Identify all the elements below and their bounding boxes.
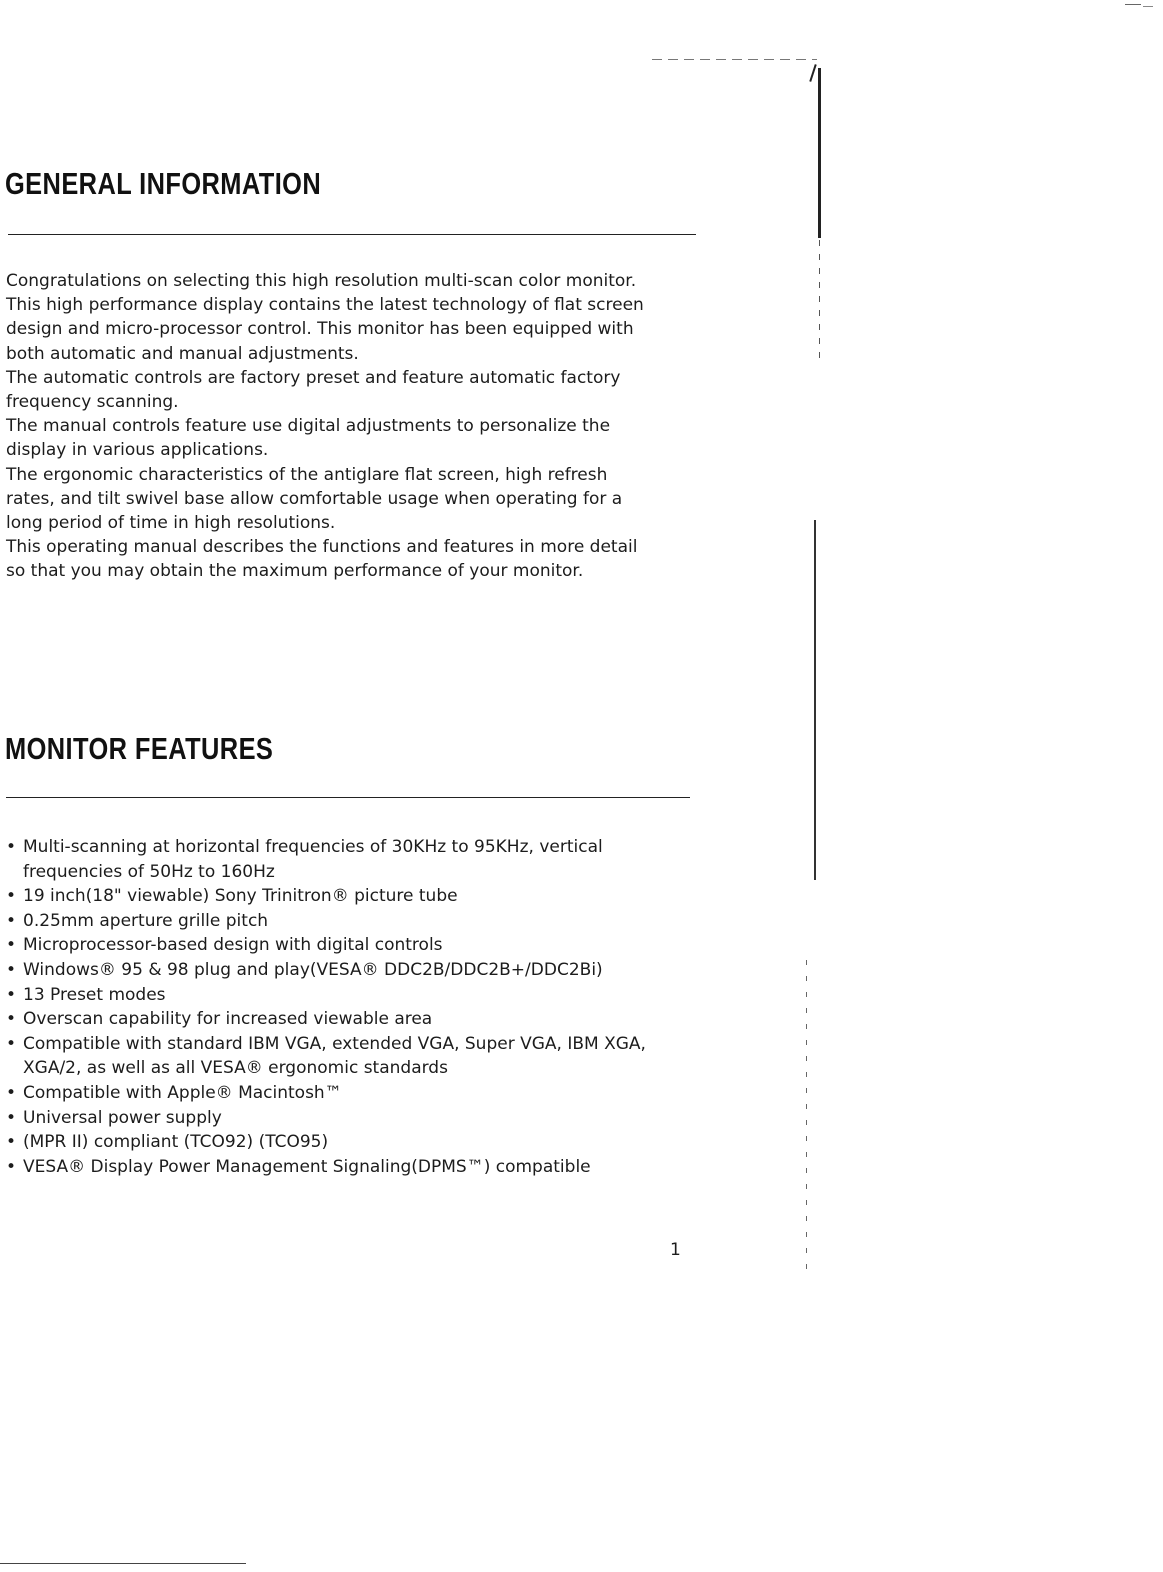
paragraph: Congratulations on selecting this high resolution multi-scan color monitor. <box>6 271 637 291</box>
paragraph: The ergonomic characteristics of the antiglare flat screen, high refresh rates, and tilt swivel base allow comfortable usage when operating for a long period of time in high resolutions. <box>6 464 623 534</box>
feature-item: • Windows® 95 & 98 plug and play(VESA® DDC2B/DDC2B+/DDC2Bi) <box>6 958 666 983</box>
binding-edge-line <box>809 64 816 82</box>
feature-item: • 0.25mm aperture grille pitch <box>6 909 666 934</box>
paragraph: The automatic controls are factory preset and feature automatic factory frequency scanning. <box>6 367 621 413</box>
section-divider <box>8 234 696 235</box>
binding-edge-line <box>818 68 821 238</box>
scan-artifact-line <box>652 59 817 60</box>
feature-item: • Universal power supply <box>6 1106 666 1131</box>
feature-item: • Compatible with standard IBM VGA, extended VGA, Super VGA, IBM XGA, XGA/2, as well as all VESA® ergonomic standards <box>6 1032 666 1081</box>
binding-edge-line <box>814 520 816 880</box>
feature-item: • Multi-scanning at horizontal frequencies of 30KHz to 95KHz, vertical frequencies of 50Hz to 160Hz <box>6 835 666 884</box>
feature-item: • Overscan capability for increased viewable area <box>6 1007 666 1032</box>
scan-artifact-line <box>0 1563 246 1564</box>
paragraph: This operating manual describes the functions and features in more detail so that you may obtain the maximum performance of your monitor. <box>6 537 638 582</box>
binding-edge-line <box>806 960 807 1280</box>
general-information-heading: GENERAL INFORMATION <box>5 166 322 201</box>
feature-item: • 13 Preset modes <box>6 983 666 1008</box>
monitor-features-list <box>6 835 666 1179</box>
paragraph: The manual controls feature use digital adjustments to personalize the display in various applications. <box>6 416 611 461</box>
feature-item: • VESA® Display Power Management Signaling(DPMS™) compatible <box>6 1155 666 1180</box>
section-divider <box>6 797 690 798</box>
scan-artifact-mark <box>1143 6 1153 7</box>
scan-artifact-mark <box>1125 4 1141 5</box>
binding-edge-line <box>819 240 820 360</box>
paragraph: This high performance display contains the latest technology of flat screen design and micro-processor control. This monitor has been equipped with both automatic and manual adjustments. <box>6 295 644 364</box>
feature-item: • Compatible with Apple® Macintosh™ <box>6 1081 666 1106</box>
monitor-features-heading: MONITOR FEATURES <box>5 731 274 766</box>
feature-item: • Microprocessor-based design with digital controls <box>6 933 666 958</box>
page-number: 1 <box>670 1240 681 1260</box>
feature-item: • (MPR II) compliant (TCO92) (TCO95) <box>6 1130 666 1155</box>
general-information-body <box>6 269 646 584</box>
feature-item: • 19 inch(18" viewable) Sony Trinitron® picture tube <box>6 884 666 909</box>
